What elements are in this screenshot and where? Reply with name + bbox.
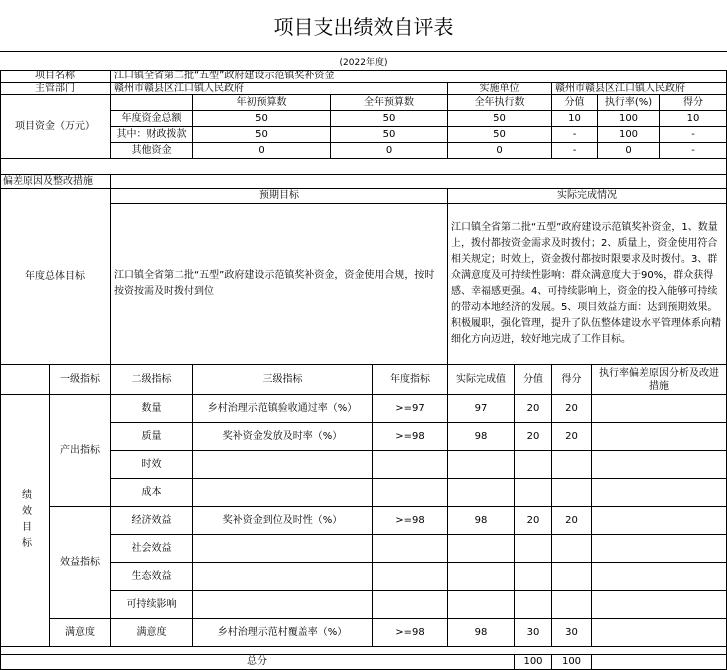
indicator-weight: 20: [515, 423, 552, 451]
funds-cell: -: [552, 127, 598, 143]
funds-cell: -: [660, 127, 727, 143]
group-satisfaction: 满意度: [50, 619, 111, 647]
total-score: 100: [552, 655, 592, 670]
indicator-note: [592, 451, 727, 479]
funds-header-executed: 全年执行数: [448, 95, 552, 111]
indicator-weight: [515, 535, 552, 563]
indicator-note: [592, 395, 727, 423]
indicator-actual: [448, 451, 515, 479]
funds-cell: 50: [448, 111, 552, 127]
indicator-score: [552, 451, 592, 479]
spacer-row: [0, 647, 727, 655]
funds-header-full-year: 全年预算数: [331, 95, 448, 111]
indicator-actual: 98: [448, 423, 515, 451]
funds-cell: 50: [448, 127, 552, 143]
actual-completion-text: 江口镇全省第二批“五型”政府建设示范镇奖补资金，1、数量上，拨付都按资金需求及时拨付；2、质量上，资金使用符合相关规定；时效上，资金拨付都按时限要求及时拨付。3、群众满意度及可持续性影响：群众满意度大于90%，群众获得感、幸福感更强。4、可持续影响上，资金的投入能够可持续的带动本地经济的发展。5、项目效益方面：达到预期效果。积极履职，强化管理，提升了队伍整体建设水平管理体系向精细化方向迈进，较好地完成了工作目标。: [448, 204, 727, 365]
project-name-value: 江口镇全省第二批“五型”政府建设示范镇奖补资金: [111, 70, 727, 83]
indicator-weight: [515, 563, 552, 591]
funds-cell: 10: [552, 111, 598, 127]
indicator-third: 奖补资金发放及时率（%）: [193, 423, 373, 451]
indicator-note: [592, 423, 727, 451]
total-weight: 100: [515, 655, 552, 670]
funds-row-name: 年度资金总额: [111, 111, 193, 127]
blank-row: [0, 159, 727, 175]
indicator-third: 乡村治理示范镇验收通过率（%）: [193, 395, 373, 423]
indicator-actual: [448, 563, 515, 591]
funds-cell: -: [660, 143, 727, 159]
indicator-second: 可持续影响: [111, 591, 193, 619]
funds-label: 项目资金（万元）: [0, 95, 111, 159]
funds-cell: 0: [331, 143, 448, 159]
indicator-weight: [515, 591, 552, 619]
indicator-score: 20: [552, 423, 592, 451]
group-benefit: 效益指标: [50, 507, 111, 619]
indicator-third: [193, 451, 373, 479]
funds-row-name: 其他资金: [111, 143, 193, 159]
group-output: 产出指标: [50, 395, 111, 507]
indicator-weight: [515, 451, 552, 479]
indicator-third: [193, 479, 373, 507]
total-label: 总分: [0, 655, 515, 670]
indicator-second: 质量: [111, 423, 193, 451]
indicator-second: 数量: [111, 395, 193, 423]
indicator-second: 时效: [111, 451, 193, 479]
performance-goal-text: 绩效目标: [19, 488, 31, 553]
indicator-second: 成本: [111, 479, 193, 507]
header-level3: 三级指标: [193, 365, 373, 395]
funds-cell: 100: [598, 127, 660, 143]
self-evaluation-table: [0, 70, 727, 670]
funds-cell: 50: [193, 111, 331, 127]
funds-header-initial: 年初预算数: [193, 95, 331, 111]
indicator-note: [592, 563, 727, 591]
indicator-score: [552, 563, 592, 591]
expected-goal-header: 预期目标: [111, 189, 448, 204]
indicator-header-blank: [0, 365, 50, 395]
funds-cell: 100: [598, 111, 660, 127]
indicator-score: [552, 591, 592, 619]
indicator-score: [552, 479, 592, 507]
header-annual-target: 年度指标: [373, 365, 448, 395]
deviation-label: 偏差原因及整改措施: [0, 175, 111, 189]
indicator-target: >=98: [373, 507, 448, 535]
funds-row-name: 其中：财政拨款: [111, 127, 193, 143]
funds-cell: 50: [193, 127, 331, 143]
funds-cell: -: [552, 143, 598, 159]
funds-cell: 0: [598, 143, 660, 159]
indicator-target: [373, 591, 448, 619]
indicator-target: [373, 535, 448, 563]
funds-cell: 50: [331, 127, 448, 143]
header-actual-value: 实际完成值: [448, 365, 515, 395]
indicator-second: 满意度: [111, 619, 193, 647]
indicator-second: 经济效益: [111, 507, 193, 535]
implementing-unit-label: 实施单位: [448, 83, 552, 95]
indicator-note: [592, 507, 727, 535]
header-score: 得分: [552, 365, 592, 395]
indicator-target: >=98: [373, 423, 448, 451]
header-weight: 分值: [515, 365, 552, 395]
indicator-note: [592, 535, 727, 563]
indicator-weight: 30: [515, 619, 552, 647]
indicator-actual: 98: [448, 507, 515, 535]
indicator-target: [373, 563, 448, 591]
implementing-unit-value: 赣州市赣县区江口镇人民政府: [552, 83, 727, 95]
indicator-second: 生态效益: [111, 563, 193, 591]
actual-completion-header: 实际完成情况: [448, 189, 727, 204]
indicator-target: [373, 479, 448, 507]
funds-header-weight: 分值: [552, 95, 598, 111]
indicator-note: [592, 619, 727, 647]
indicator-actual: [448, 479, 515, 507]
indicator-target: [373, 451, 448, 479]
project-name-label: 项目名称: [0, 70, 111, 83]
indicator-target: >=97: [373, 395, 448, 423]
indicator-score: 20: [552, 395, 592, 423]
indicator-actual: [448, 591, 515, 619]
indicator-third: [193, 563, 373, 591]
total-note: [592, 655, 727, 670]
indicator-third: [193, 591, 373, 619]
funds-cell: 0: [448, 143, 552, 159]
funds-cell: 0: [193, 143, 331, 159]
indicator-note: [592, 479, 727, 507]
indicator-score: [552, 535, 592, 563]
header-deviation-analysis: 执行率偏差原因分析及改进措施: [592, 365, 727, 395]
department-label: 主管部门: [0, 83, 111, 95]
indicator-third: [193, 535, 373, 563]
funds-header-rate: 执行率(%): [598, 95, 660, 111]
header-level2: 二级指标: [111, 365, 193, 395]
year-label: (2022年度): [339, 57, 388, 68]
department-value: 赣州市赣县区江口镇人民政府: [111, 83, 448, 95]
funds-header-score: 得分: [660, 95, 727, 111]
indicator-weight: 20: [515, 507, 552, 535]
indicator-score: 20: [552, 507, 592, 535]
funds-header-blank: [111, 95, 193, 111]
performance-goal-label: [0, 395, 50, 647]
indicator-actual: [448, 535, 515, 563]
indicator-third: 奖补资金到位及时性（%）: [193, 507, 373, 535]
expected-goal-text: 江口镇全省第二批“五型”政府建设示范镇奖补资金，资金使用合规，按时按资按需及时拨付到位: [111, 204, 448, 365]
indicator-target: >=98: [373, 619, 448, 647]
indicator-actual: 97: [448, 395, 515, 423]
indicator-score: 30: [552, 619, 592, 647]
deviation-value: [111, 175, 727, 189]
funds-cell: 10: [660, 111, 727, 127]
page-title: 项目支出绩效自评表: [0, 0, 727, 52]
header-level1: 一级指标: [50, 365, 111, 395]
indicator-note: [592, 591, 727, 619]
indicator-third: 乡村治理示范村覆盖率（%）: [193, 619, 373, 647]
indicator-actual: 98: [448, 619, 515, 647]
annual-goal-label: 年度总体目标: [0, 189, 111, 365]
indicator-weight: [515, 479, 552, 507]
indicator-second: 社会效益: [111, 535, 193, 563]
indicator-weight: 20: [515, 395, 552, 423]
funds-cell: 50: [331, 111, 448, 127]
